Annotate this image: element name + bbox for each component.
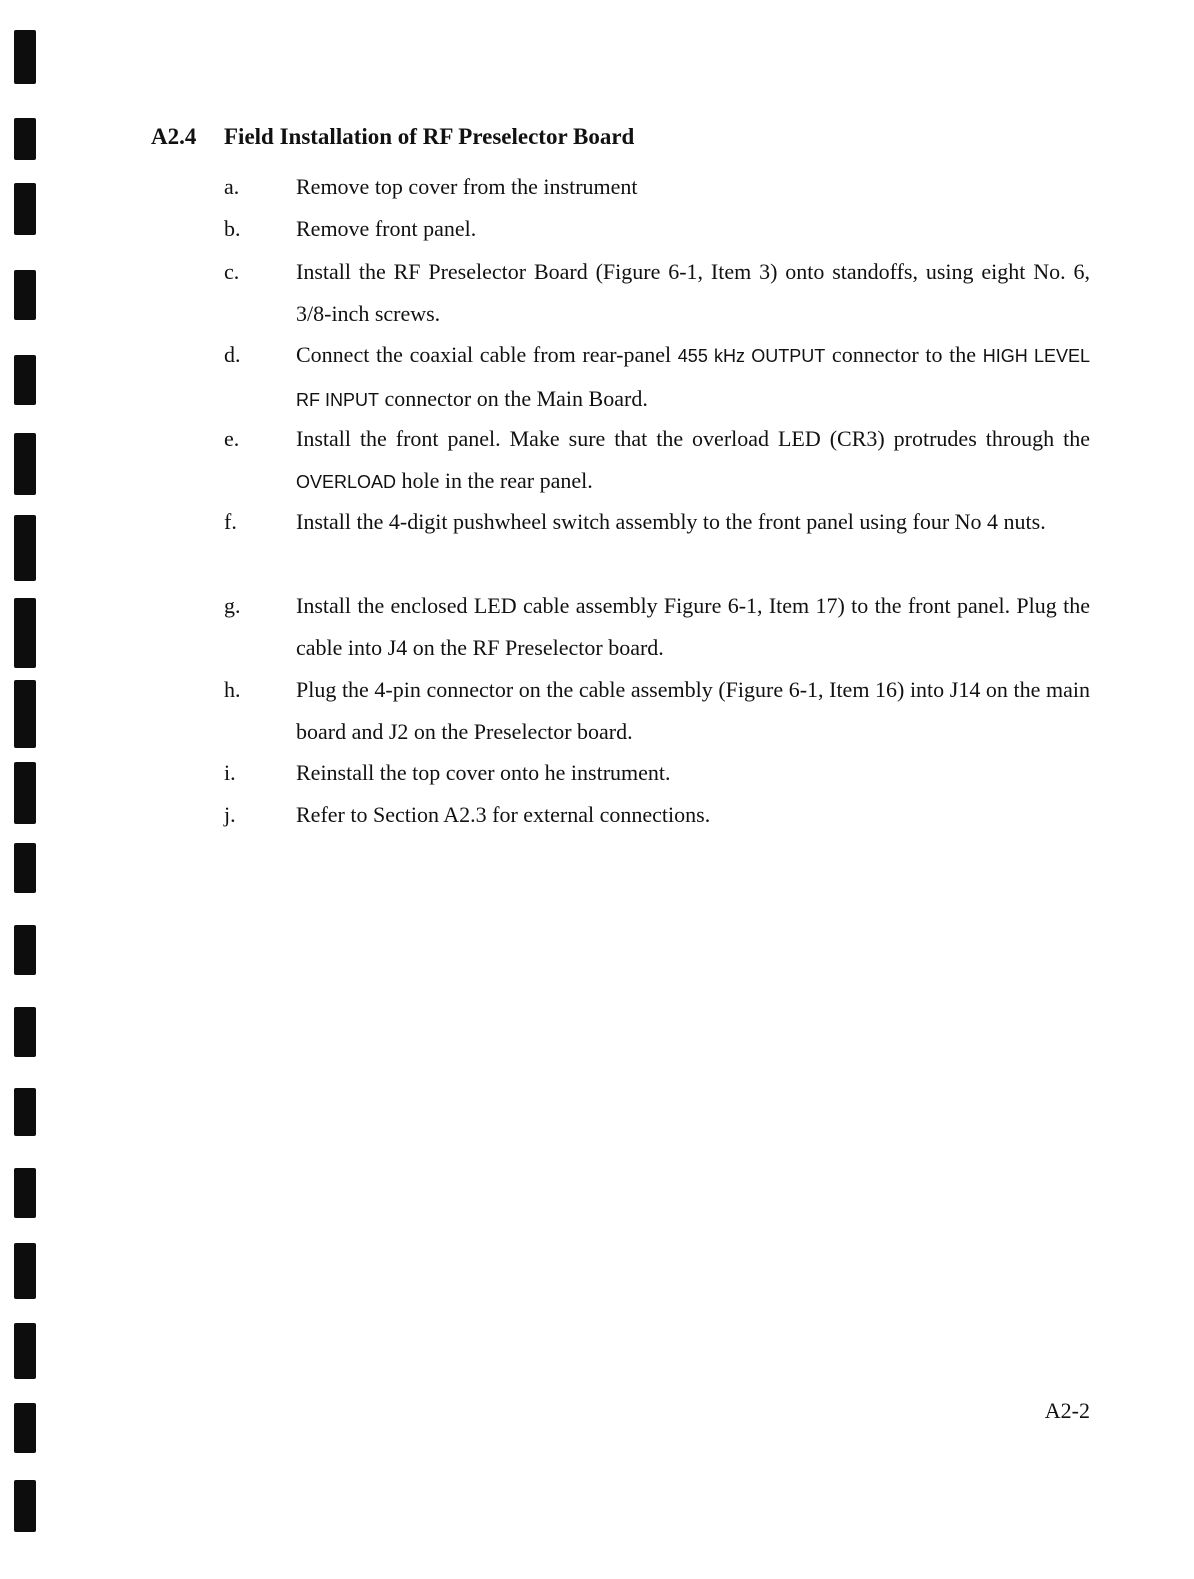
binding-mark [14, 30, 36, 84]
binding-punch-marks [0, 0, 40, 1579]
step-letter: i. [224, 760, 236, 785]
step-text-segment: Install the enclosed LED cable assembly Figure 6-1, Item 17) to the front panel. Plug the cable into J4 on the RF Preselector board. [296, 593, 1090, 660]
panel-label: OVERLOAD [296, 471, 397, 492]
step-text [296, 166, 1090, 208]
step-text-segment: Install the front panel. Make sure that the overload LED (CR3) protrudes through the [296, 426, 1090, 451]
step-letter: j. [224, 802, 236, 827]
binding-mark [14, 270, 36, 320]
step-text [296, 585, 1090, 668]
step-text-segment: Reinstall the top cover onto he instrument. [296, 760, 671, 785]
binding-mark [14, 433, 36, 495]
binding-mark [14, 1323, 36, 1379]
step-letter: d. [224, 342, 241, 367]
panel-label: HIGH LEVEL RF INPUT [296, 346, 1091, 410]
binding-mark [14, 515, 36, 581]
binding-mark [14, 1007, 36, 1057]
step-text [296, 418, 1090, 503]
step-text-segment: Install the 4-digit pushwheel switch assembly to the front panel using four No 4 nuts. [296, 509, 1046, 534]
step-letter: g. [224, 593, 241, 618]
step-text [296, 752, 1090, 794]
step-text-segment: Remove top cover from the instrument [296, 174, 638, 199]
binding-mark [14, 680, 36, 748]
step-letter: e. [224, 426, 240, 451]
step-text [296, 501, 1090, 543]
step-text-segment: Connect the coaxial cable from rear-panel [296, 342, 678, 367]
step-letter: h. [224, 677, 241, 702]
step-text [296, 208, 1090, 250]
step-text-segment: hole in the rear panel. [396, 467, 593, 493]
binding-mark [14, 1403, 36, 1453]
step-letter: b. [224, 216, 241, 241]
page-number: A2-2 [1044, 1398, 1090, 1423]
binding-mark [14, 598, 36, 668]
step-letter: f. [224, 509, 237, 534]
section-number: A2.4 [151, 124, 197, 149]
step-text [296, 794, 1090, 836]
step-text-segment: Remove front panel. [296, 216, 477, 241]
binding-mark [14, 925, 36, 975]
step-text-segment: Refer to Section A2.3 for external connections. [296, 802, 711, 827]
step-text-segment: Plug the 4-pin connector on the cable assembly (Figure 6-1, Item 16) into J14 on the main board and J2 on the Preselector board. [296, 677, 1090, 744]
step-letter: a. [224, 174, 240, 199]
step-text [296, 251, 1090, 334]
step-letter: c. [224, 259, 240, 284]
binding-mark [14, 843, 36, 893]
step-text-segment: Install the RF Preselector Board (Figure 6-1, Item 3) onto standoffs, using eight No. 6, 3/8-inch screws. [296, 259, 1090, 326]
binding-mark [14, 1243, 36, 1299]
step-text-segment: connector to the [825, 342, 983, 367]
binding-mark [14, 118, 36, 160]
section-title: Field Installation of RF Preselector Board [224, 124, 635, 149]
binding-mark [14, 1168, 36, 1218]
binding-mark [14, 1088, 36, 1136]
binding-mark [14, 762, 36, 824]
section-heading [151, 124, 634, 150]
step-text [296, 669, 1090, 752]
step-text [296, 334, 1090, 421]
panel-label: 455 kHz OUTPUT [677, 346, 826, 366]
binding-mark [14, 355, 36, 405]
step-text-segment: connector on the Main Board. [379, 385, 648, 411]
binding-mark [14, 1480, 36, 1532]
binding-mark [14, 183, 36, 235]
